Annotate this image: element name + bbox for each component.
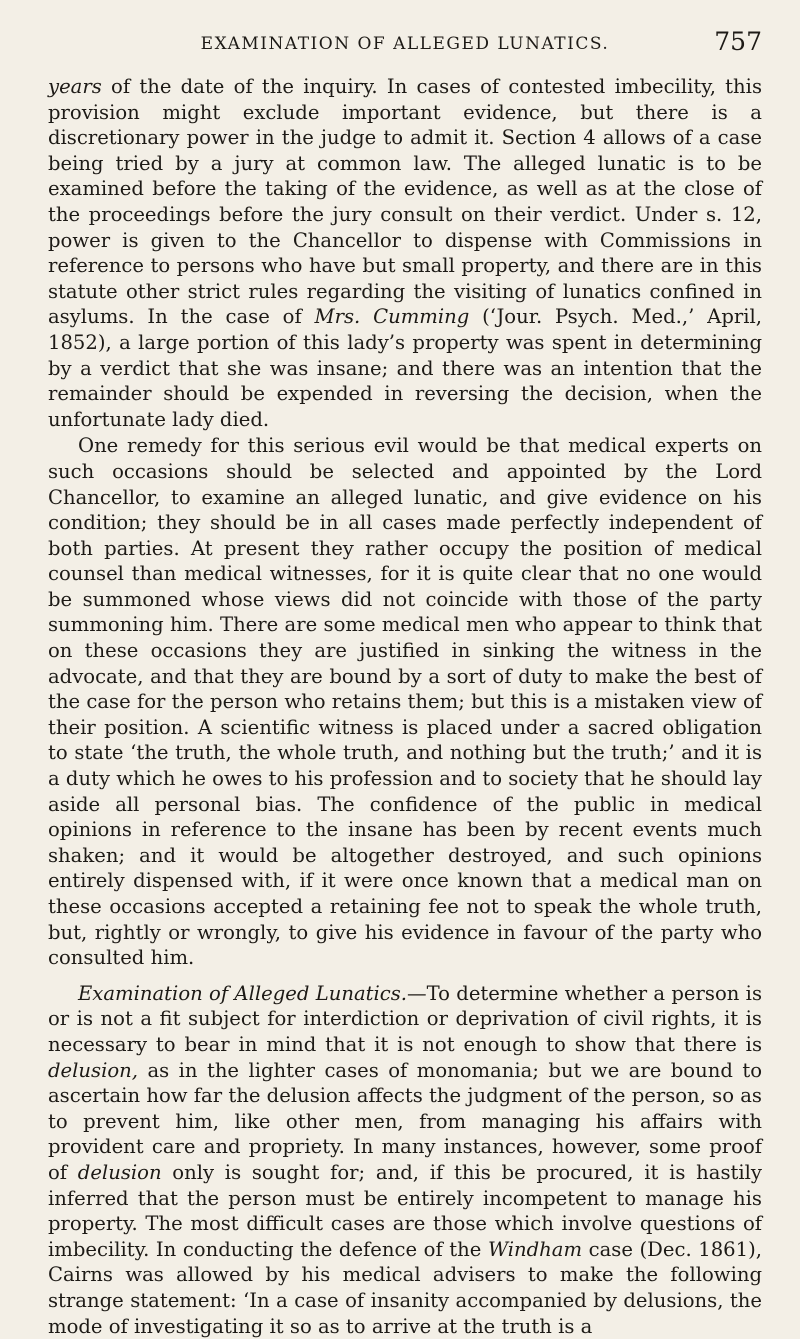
paragraph-continued [48,74,762,432]
italic-text: Examination of Alleged Lunatics. [78,981,408,1005]
paragraph-remedy [48,433,762,970]
text-run: only is sought for; and, if this be procured, it is hastily inferred that the person must be entirely incompetent to manage his property. The most difficult cases are those which involve questions of imbecility. In conducting the defence of the [48,1160,762,1261]
page-header [48,0,762,74]
italic-text: delusion, [48,1058,138,1082]
text-run: One remedy for this serious evil would be that medical experts on such occasions should be selected and appointed by the Lord Chancellor, to examine an alleged lunatic, and give evidence on his condition; they should be in all cases made perfectly independent of both parties. At present they rather occupy the position of medical counsel than medical witnesses, for it is quite clear that no one would be summoned whose views did not coincide with those of the party summoning him. There are some medical men who appear to think that on these occasions they are justified in sinking the witness in the advocate, and that they are bound by a sort of duty to make the best of the case for the person who retains them; but this is a mistaken view of their position. A scientific witness is placed under a sacred obligation to state ‘the truth, the whole truth, and nothing but the truth;’ and it is a duty which he owes to his profession and to society that he should lay aside all personal bias. The confidence of the public in medical opinions in reference to the insane has been by recent events much shaken; and it would be altogether destroyed, and such opinions entirely dispensed with, if it were once known that a medical man on these occasions accepted a retaining fee not to speak the whole truth, but, rightly or wrongly, to give his evidence in favour of the party who consulted him. [48,434,762,970]
body-text [48,74,762,1339]
text-run: —To determine whether a person is or is not a fit subject for interdiction or deprivation of civil rights, it is necessary to bear in mind that it is not enough to show that there is [48,981,762,1056]
paragraph-examination [48,981,762,1339]
text-run: case (Dec. 1861), Cairns was allowed by his medical advisers to make the following strange statement: ‘In a case of insanity accompanied by delusions, the mode of investigating it so as to arrive at the truth is a [48,1237,762,1338]
italic-text: Windham [487,1237,583,1261]
running-title: EXAMINATION OF ALLEGED LUNATICS. [200,34,610,54]
text-run: of the date of the inquiry. In cases of contested imbecility, this provision might exclude important evidence, but there is a discretionary power in the judge to admit it. Section 4 allows of a case being tried by a jury at common law. The alleged lunatic is to be examined before the taking of the evidence, as well as at the close of the proceedings before the jury consult on their verdict. Under s. 12, power is given to the Chancellor to dispense with Commissions in reference to persons who have but small property, and there are in this statute other strict rules regarding the visiting of lunatics confined in asylums. In the case of [48,75,762,329]
italic-text: delusion [77,1160,162,1184]
text-run: (‘Jour. Psych. Med.,’ April, 1852), a large portion of this lady’s property was spent in determining by a verdict that she was insane; and there was an intention that the remainder should be expended in reversing the decision, when the unfortunate lady died. [48,305,762,431]
italic-text: years [48,75,102,98]
text-run: as in the lighter cases of monomania; but we are bound to ascertain how far the delusion affects the judgment of the person, so as to prevent him, like other men, from managing his affairs with provident care and propriety. In many instances, however, some proof of [48,1058,762,1184]
italic-text: Mrs. Cumming [314,305,470,329]
page-number: 757 [714,27,762,56]
